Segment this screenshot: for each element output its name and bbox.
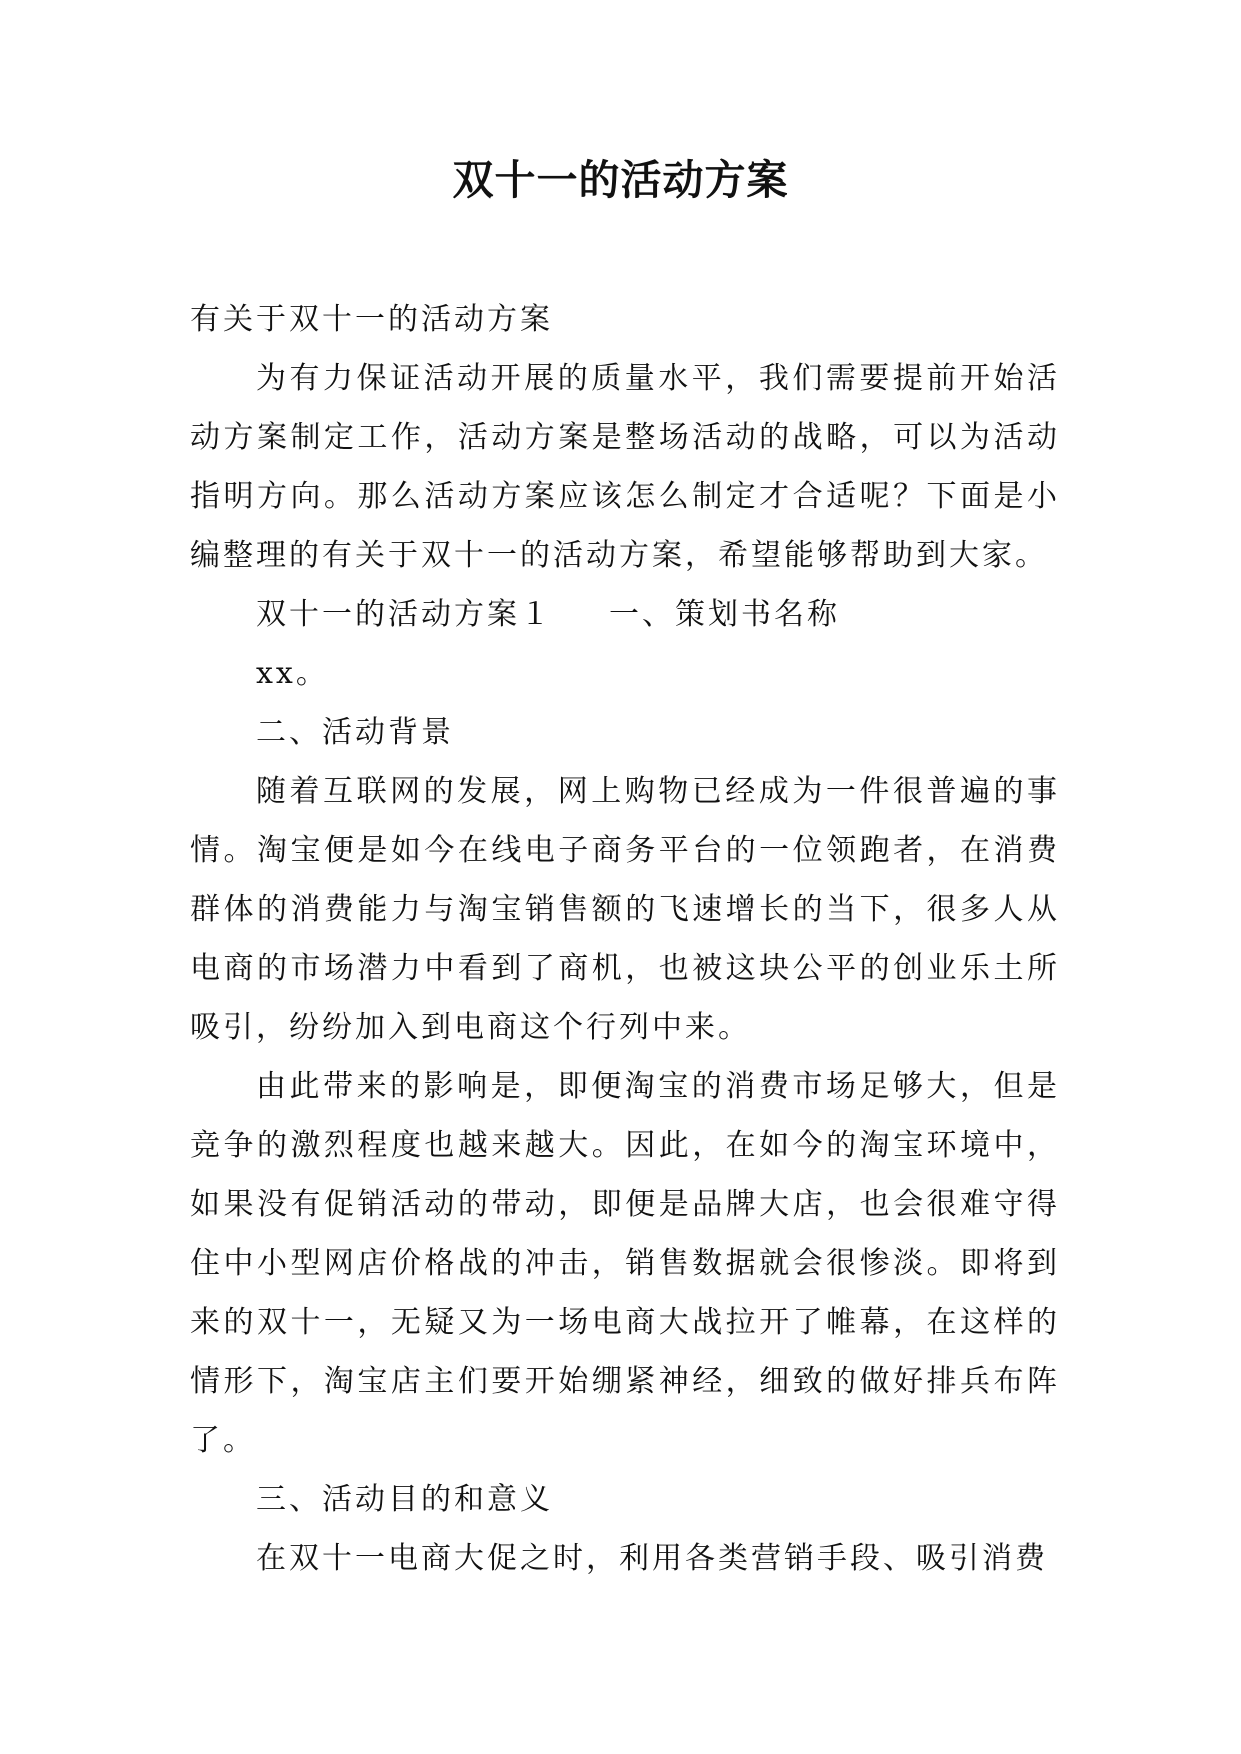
document-subtitle: 有关于双十一的活动方案: [190, 302, 553, 337]
section2-paragraph-1: 随着互联网的发展，网上购物已经成为一件很普遍的事情。淘宝便是如今在线电子商务平台的一位领跑者，在消费群体的消费能力与淘宝销售额的飞速增长的当下，很多人从电商的市场潜力中看到了商机，也被这块公平的创业乐土所吸引，纷纷加入到电商这个行列中来。: [190, 774, 1060, 1045]
plan-heading: 双十一的活动方案１: [256, 597, 553, 632]
section1-heading: 一、策划书名称: [609, 597, 840, 632]
document-title: 双十一的活动方案: [452, 156, 789, 204]
section2-heading: 二、活动背景: [256, 715, 454, 750]
section3-heading: 三、活动目的和意义: [256, 1482, 553, 1517]
plan-heading-line: [190, 585, 1060, 644]
section3-paragraph-1: 在双十一电商大促之时，利用各类营销手段、吸引消费: [256, 1541, 1048, 1576]
document-body: [190, 290, 1060, 1588]
intro-paragraph: 为有力保证活动开展的质量水平，我们需要提前开始活动方案制定工作，活动方案是整场活动的战略，可以为活动指明方向。那么活动方案应该怎么制定才合适呢？下面是小编整理的有关于双十一的活动方案，希望能够帮助到大家。: [190, 361, 1060, 573]
section2-paragraph-2: 由此带来的影响是，即便淘宝的消费市场足够大，但是竞争的激烈程度也越来越大。因此，在如今的淘宝环境中，如果没有促销活动的带动，即便是品牌大店，也会很难守得住中小型网店价格战的冲击，销售数据就会很惨淡。即将到来的双十一，无疑又为一场电商大战拉开了帷幕，在这样的情形下，淘宝店主们要开始绷紧神经，细致的做好排兵布阵了。: [190, 1069, 1060, 1458]
section1-text: xx。: [256, 656, 329, 691]
